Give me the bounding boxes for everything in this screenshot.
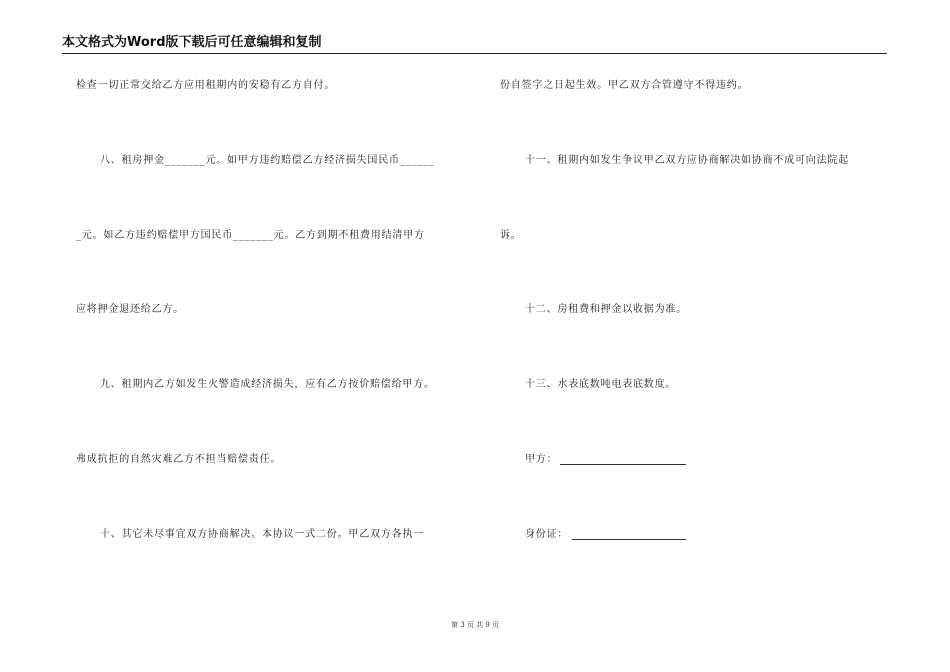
- text-line: 份自签字之日起生效。甲乙双方合管遵守不得违约。: [500, 80, 749, 91]
- id-card-signature-line: [572, 539, 686, 540]
- page-footer: 第 3 页 共 9 页: [450, 621, 500, 629]
- text-line: 十三、水表底数吨电表底数度。: [525, 379, 677, 390]
- text-line: 十二、房租费和押金以收据为准。: [525, 304, 687, 315]
- text-line: 九、租期内乙方如发生火警造成经济损失，应有乙方按价赔偿给甲方。: [100, 379, 435, 390]
- text-line: 十、其它未尽事宜双方协商解决。本协议一式二份。甲乙双方各执一: [100, 529, 424, 540]
- text-line: 弗成抗拒的自然灾难乙方不担当赔偿责任。: [76, 454, 282, 465]
- text-line: 十一、租期内如发生争议甲乙双方应协商解决如协商不成可向法院起: [525, 155, 849, 166]
- text-line: 八、租房押金_______元。如甲方违约赔偿乙方经济损失国民币______: [100, 155, 435, 166]
- text-line: 诉。: [500, 230, 522, 241]
- party-a-signature-line: [560, 464, 686, 465]
- party-a-label: 甲方：: [525, 454, 558, 465]
- text-line: 应将押金退还给乙方。: [76, 304, 184, 315]
- text-line: _元。如乙方违约赔偿甲方国民币_______元。乙方到期不租费用结清甲方: [76, 230, 425, 241]
- id-card-label: 身份证：: [525, 529, 569, 540]
- text-line: 检查一切正常交给乙方应用租期内的安稳有乙方自付。: [76, 80, 336, 91]
- header-title: 本文格式为Word版下载后可任意编辑和复制: [62, 35, 322, 50]
- document-header: [62, 35, 887, 54]
